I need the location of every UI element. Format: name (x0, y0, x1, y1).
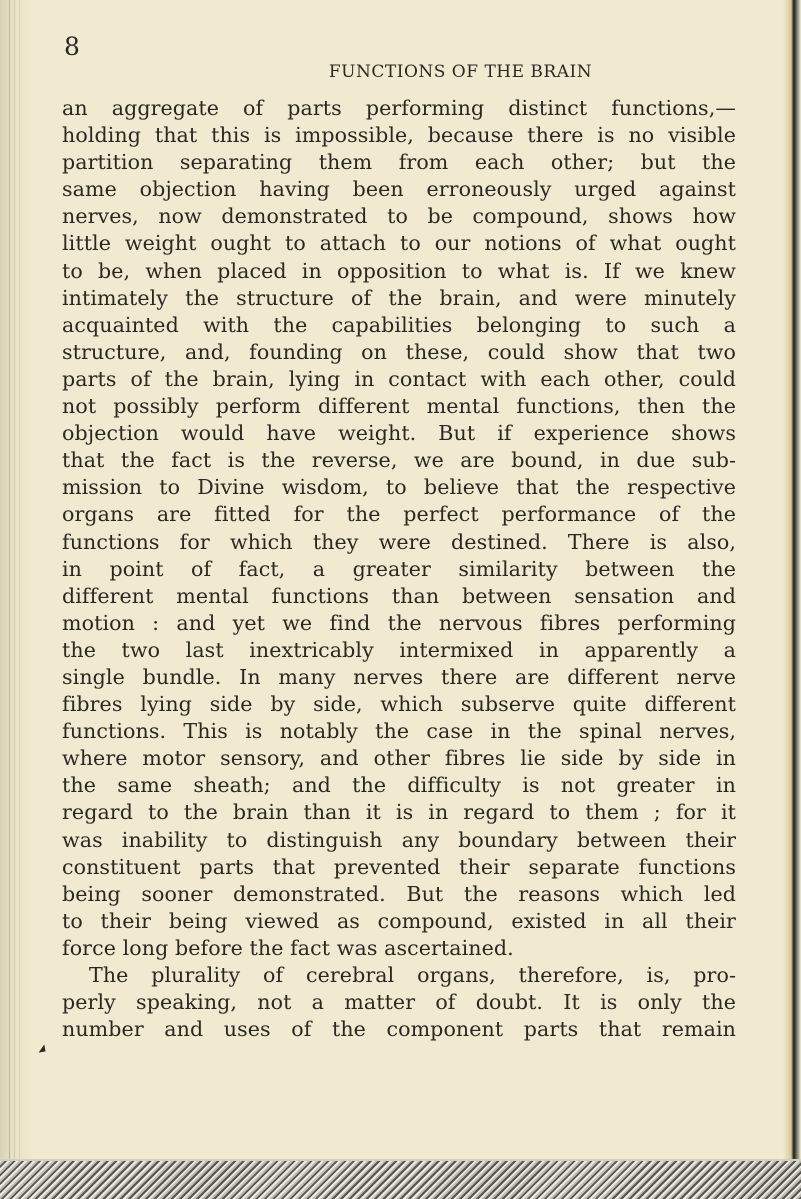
body-text (62, 95, 736, 1043)
text-line: was inability to distinguish any boundary between their (62, 827, 736, 852)
page-number: 8 (64, 32, 80, 61)
text-line: to be, when placed in opposition to what is. If we knew (62, 258, 736, 283)
text-line: the same sheath; and the difficulty is not greater in (62, 773, 736, 798)
text-line: intimately the structure of the brain, and were minutely (62, 285, 736, 310)
text-line: The plurality of cerebral organs, therefore, is, pro- (89, 963, 736, 987)
text-line: little weight ought to attach to our notions of what ought (62, 231, 736, 256)
text-line: single bundle. In many nerves there are different nerve (62, 664, 736, 689)
text-line: regard to the brain than it is in regard to them ; for it (62, 800, 736, 825)
text-line: that the fact is the reverse, we are bound, in due sub- (62, 448, 736, 473)
text-line: objection would have weight. But if experience shows (62, 421, 736, 446)
text-line: perly speaking, not a matter of doubt. It is only the (62, 990, 736, 1015)
text-line: same objection having been erroneously urged against (62, 177, 736, 202)
text-line: functions. This is notably the case in the spinal nerves, (62, 719, 736, 744)
text-line: in point of fact, a greater similarity between the (62, 556, 736, 581)
text-line: not possibly perform different mental functions, then the (62, 394, 736, 419)
page-right-edge (783, 0, 801, 1199)
text-line: different mental functions than between sensation and (62, 583, 736, 608)
text-line: mission to Divine wisdom, to believe that the respective (62, 475, 736, 500)
text-line: being sooner demonstrated. But the reasons which led (62, 881, 736, 906)
margin-mark (39, 1044, 49, 1055)
text-line: partition separating them from each other; but the (62, 150, 736, 175)
text-line: organs are fitted for the perfect performance of the (62, 502, 736, 527)
text-line: an aggregate of parts performing distinct functions,— (62, 96, 736, 120)
text-line: holding that this is impossible, because there is no visible (62, 123, 736, 148)
text-line: where motor sensory, and other fibres lie side by side in (62, 746, 736, 771)
text-line: constituent parts that prevented their separate functions (62, 854, 736, 879)
text-line: fibres lying side by side, which subserve quite different (62, 692, 736, 717)
text-line: number and uses of the component parts that remain (62, 1017, 736, 1042)
text-line: functions for which they were destined. There is also, (62, 529, 736, 554)
page-bottom-edge (0, 1159, 801, 1199)
text-line: force long before the fact was ascertained. (62, 935, 514, 960)
text-line: motion : and yet we find the nervous fibres performing (62, 610, 736, 635)
text-line: structure, and, founding on these, could show that two (62, 339, 736, 364)
text-line: nerves, now demonstrated to be compound, shows how (62, 204, 736, 229)
text-line: to their being viewed as compound, existed in all their (62, 908, 736, 933)
text-line: the two last inextricably intermixed in apparently a (62, 637, 736, 662)
page-binding-edge (0, 0, 34, 1199)
text-line: parts of the brain, lying in contact with each other, could (62, 366, 736, 391)
text-line: acquainted with the capabilities belonging to such a (62, 312, 736, 337)
running-head: FUNCTIONS OF THE BRAIN (328, 62, 593, 82)
